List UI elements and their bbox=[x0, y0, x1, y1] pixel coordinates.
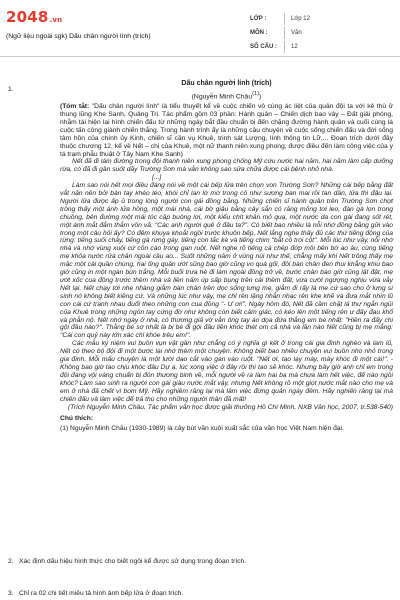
question-3-text: Chỉ ra 02 chi tiết miêu tả hình ảnh bếp lửa ở đoạn trích. bbox=[19, 590, 184, 597]
header-divider bbox=[0, 56, 400, 57]
summary-label: (Tóm tắt: bbox=[60, 103, 90, 111]
notes-heading: Chú thích: bbox=[60, 415, 94, 423]
meta-divider bbox=[284, 27, 285, 39]
question-2-number: 2. bbox=[8, 558, 14, 565]
meta-count-value: 12 bbox=[291, 44, 298, 50]
meta-count bbox=[250, 40, 395, 54]
question-3 bbox=[8, 590, 183, 597]
meta-divider bbox=[284, 41, 285, 53]
passage-citation: (Trích Nguyễn Minh Châu, Tác phẩm văn học được giải thưởng Hồ Chí Minh, NXB Văn học, 2007, tr.538-540) bbox=[67, 403, 393, 411]
passage-title: Dấu chân người lính (trích) bbox=[181, 80, 272, 87]
passage-ellipsis: [...] bbox=[152, 174, 162, 182]
passage-author bbox=[60, 91, 393, 101]
question-2 bbox=[8, 558, 246, 565]
question-1-content bbox=[60, 80, 393, 433]
page-subtitle: (Ngữ liệu ngoài sgk) Dấu chân người lính (trích) bbox=[6, 33, 151, 40]
question-3-number: 3. bbox=[8, 590, 14, 597]
meta-subject bbox=[250, 26, 395, 40]
question-1-number: 1. bbox=[8, 86, 14, 93]
passage-summary bbox=[60, 103, 393, 158]
logo-suffix: .vn bbox=[49, 16, 63, 24]
meta-class-value: Lớp 12 bbox=[291, 16, 310, 22]
meta-class-label: LỚP : bbox=[250, 16, 267, 22]
author-footnote-ref: (1) bbox=[252, 90, 260, 97]
meta-count-label: SỐ CÂU : bbox=[250, 44, 277, 50]
summary-text: "Dấu chân người lính" là tiểu thuyết kể về cuộc chiến vô cùng ác liệt của quân đội ta với kẻ thù ở thung lũng Khe Sanh, Quảng Trị. Tác phẩm gồm 03 phần: Hành quân – Chiến dịch bao vây – Đất giải phóng, nhằm tái hiện lại hình chiến đấu từ những ngày bắt đầu chuẩn bị đến chặng đường hành quân và cuối cùng là cuộc tấn công giành chiến thắng. Trong hành trình ấy là những câu chuyện về cuộc sống chiến đấu và đời sống tâm hồn của chính ủy Kinh, chiến sĩ cần vụ Khuê, trinh sát Lượng, lính thông tin Lữ,... Đoạn trích dưới đây thuộc chương 12, kể về Nết – chị của Khuê, một nữ thanh niên xung phong, được điều đến làm công việc của y tá trạm phẫu thuật ở Tây Nam Khe Sanh) bbox=[60, 103, 393, 158]
logo-text: 2048 bbox=[6, 8, 49, 26]
meta-class bbox=[250, 12, 395, 26]
question-2-text: Xác định dấu hiệu hình thức cho biết ngôi kể được sử dụng trong đoạn trích. bbox=[19, 558, 247, 565]
page-header bbox=[0, 0, 400, 55]
passage-paragraph-3: Các mẫu ký niệm vui buồn vụn vặt gần như chẳng có ý nghĩa gì kết ở trong cái gia đình nghèo và lam lũ, Nết có theo bộ đội đi một bước lại nhớ thêm một chuyện. Không biết bao nhiêu chuyện vui buồn nho nhỏ trong gia đình. Mỗi mẩu chuyện là một lưới dao cắt vào gan vào ruột. "Nết ơi, tao lạy mày, mày khóc đi một cái!". - Không bao giờ tao chịu khóc đâu Dự ạ, lúc xong việc ở đây rồi thì tao sẽ khóc. Nhưng bây giờ anh chỉ em trong đội đang vội vàng chuẩn bị đón thương binh về, mỗi người về ra làm hai ba mà chưa làm hết việc, để nào ngồi khóc? Làm sao sinh ra người con gái giàu nước mắt vậy, nhưng Nết không rõ một giọt nước mắt nào cho mẹ và em ở nhà đã chết vì bom Mỹ. Hãy nghiêm răng lại mà làm việc đừng quản ngày đêm. Hãy nghiến răng lại mà chiến đấu và làm việc để trả thù cho những người thân đã mất! bbox=[60, 340, 393, 403]
meta-subject-value: Văn bbox=[291, 30, 302, 36]
passage-paragraph-2: Làm sao nói hết mọi điều đáng nói về một cái bếp lửa trên chọn von Trường Sơn? Những cái bếp bằng đất vắt nặn nên bởi bàn tay khéo léo, khói chỉ lan lờ mờ trong cỏ như sương ban mai rồi tan dần, lửa thì đậu lại. Người lửa được ấp ủ trong lòng người con gái đồng bằng. Những chiến sĩ hành quân trên Trường Sơn chợt trông thấy một ánh lửa hồng, một mái nhà, cái bờ giậu bằng cây sắn có răng mỏng tơi leo, đàn gà lọn trong chuồng, bên đường một mái tóc cặp buông lơi, một kiểu chít khăn mỏ quạ, một nước da con gái đang sốt rét, một ánh mắt đắm thắm vồn vã: "Các anh người quê ở đâu ta?". Có biết bao nhiêu là nỗi nhớ đồng bằng gửi vào trong một câu hỏi ấy? Có đêm khuya khoắt ngồi trước khuôn bếp, Nết lắng nghe thấy đủ các thứ tiếng động của rừng: tiếng suối chảy, tiếng gà rừng gáy, tiếng con tắc kè và tiếng chim "bắt cô trói cột". Mỗi lúc như vậy, nỗi nhớ nhà và nhớ vùng xuôi cứ cồn cào trong gan ruột. Nết nghe rõ tiếng cá chép đớp mồi bên bờ ao âu, cùng tiếng mẹ khỏa nước rửa chân ngoài cầu ao... Suốt những năm ở vùng núi như thế, chẳng mấy khi Nết trông thấy mẹ mặc một cái quần chùng, hai ống quần ướt sũng bao giờ cũng vo quá gối, đôi bàn chân đen thui khẳng khiu bao giờ cũng in một ngàn bùn trắng. Mỗi buổi trưa hè đi làm ngoài đồng trở về, bước chân bao giờ cũng lật đật, mẹ ướt xốc cua đồng trước thềm nhà và liền nấm úp sấp bụng trên cái thềm đất, vừa cười ngượng nghịu vừa vẫy Nết lại. Nết chạy tới nhẹ nhàng giẫm bàn chân trên dọc sống lưng mẹ, giẫm đi rấy lá me cứ sao cho ở lưng sì sinh nó không biết kiềng cứ. Và những lúc như vậy, mẹ chỉ rên lặng nhắn nhạc rên khe khẽ và đưa mắt nhìn lũ con cái cứ tranh nhau đuổi theo những con cua đồng "- Ư ơi!". Ngày hôm đó, Nết đã cầm chặt lá thư ngắn ngủi của Khuê trong những ngón tay cứng đờ như không còn biết cảm giác, có kéo lên một tiếng rên ư đấy đau khổ và phẫn nộ. Nết nhớ ngày ở nhà, có thương giả vờ vẫn ông tay áo dọa đứa thằng em bé nhất: "Hiền ra đấy chị gội đầu nào?". Thằng bé sợ nhất là bị bé đi gội đầu liền khóc thét om cả nhà và lần nào Nết cũng bị mẹ mắng: "Cái con quỷ này lớn xác chỉ khóe trêu em!". bbox=[60, 182, 393, 340]
note-1: (1) Nguyễn Minh Châu (1930-1989) là cây bút văn xuôi xuất sắc của văn học Việt Nam hiện đại. bbox=[60, 425, 344, 433]
passage-paragraph-1: Nết đã đi làm đường trong đội thanh niên xung phong chống Mỹ cứu nước hai năm, hai năm làm cấp dưỡng rừa, có đã đi gần suốt dãy Trường Sơn mà vẫn không sao sửa chữa được cái bệnh nhỏ nhà. bbox=[60, 158, 393, 174]
author-close: ) bbox=[259, 93, 262, 101]
meta-info bbox=[250, 12, 395, 54]
meta-divider bbox=[284, 13, 285, 25]
meta-subject-label: MÔN : bbox=[250, 30, 268, 36]
author-name: (Nguyễn Minh Châu bbox=[191, 93, 253, 101]
site-logo[interactable] bbox=[6, 8, 62, 26]
